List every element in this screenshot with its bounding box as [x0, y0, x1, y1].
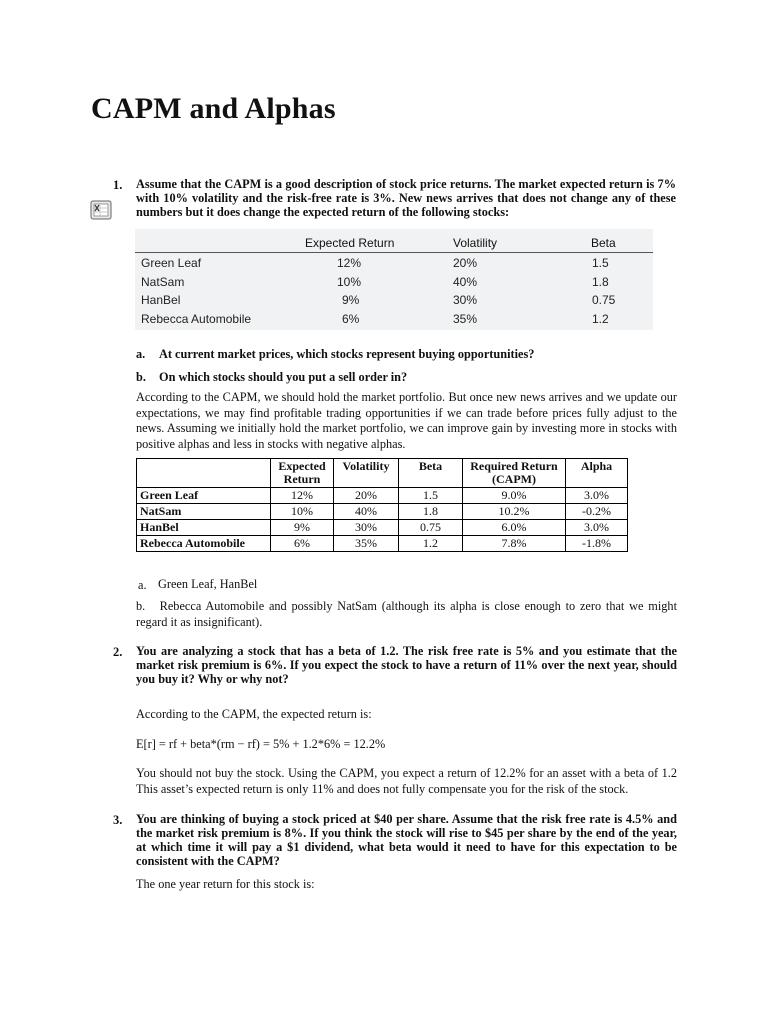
table-header-row — [137, 459, 628, 488]
table-row — [137, 536, 628, 552]
cell: 20% — [334, 488, 399, 504]
row-label: HanBel — [141, 293, 181, 307]
question-number: 2. — [113, 645, 123, 659]
excel-icon[interactable] — [90, 200, 112, 220]
question-text: Assume that the CAPM is a good description of stock price returns. The market expected return is 7% with 10% volatility and the risk-free rate is 3%. New news arrives that does not change any of these numbers but it does change the expected return of the following stocks: — [136, 177, 676, 219]
question-text: You are analyzing a stock that has a beta of 1.2. The risk free rate is 5% and you estimate that the market risk premium is 6%. If you expect the stock to have a return of 11% over the next year, should you buy it? Why or why not? — [136, 644, 677, 686]
cell: 20% — [453, 256, 478, 270]
cell: 10.2% — [463, 504, 566, 520]
column-header: Expected Return — [271, 459, 334, 488]
column-header: Alpha — [566, 459, 628, 488]
column-header — [137, 459, 271, 488]
cell: 9% — [271, 520, 334, 536]
column-header: Beta — [399, 459, 463, 488]
cell: 1.8 — [592, 275, 609, 289]
answer-text: The one year return for this stock is: — [136, 877, 315, 891]
cell: 1.2 — [592, 312, 609, 326]
cell: 0.75 — [592, 293, 616, 307]
cell: 9.0% — [463, 488, 566, 504]
part-b-label: b. — [136, 370, 146, 384]
answer-text: You should not buy the stock. Using the CAPM, you expect a return of 12.2% for an asset with a beta of 1.2 This asset’s expected return is only 11% and does not fully compensate you for the risk of the stock. — [136, 766, 677, 796]
solution-table — [136, 458, 628, 552]
cell: 10% — [271, 504, 334, 520]
cell: 35% — [453, 312, 478, 326]
cell: 10% — [337, 275, 362, 289]
row-label: Rebecca Automobile — [137, 536, 271, 552]
cell: 12% — [337, 256, 362, 270]
divider — [135, 252, 653, 253]
cell: 30% — [453, 293, 478, 307]
column-header: Required Return (CAPM) — [463, 459, 566, 488]
table-row — [137, 504, 628, 520]
answer-a: Green Leaf, HanBel — [158, 577, 258, 591]
cell: 35% — [334, 536, 399, 552]
formula: E[r] = rf + beta*(rm − rf) = 5% + 1.2*6% = 12.2% — [136, 737, 386, 751]
answer-intro: According to the CAPM, we should hold the market portfolio. But once new news arrives and we update our expectations, we may find profitable trading opportunities if we can trade before prices fully adjust to the news. Assuming we initially hold the market portfolio, we can improve gain by investing more in stocks with positive alphas and less in stocks with negative alphas. — [136, 390, 677, 451]
cell: 1.5 — [399, 488, 463, 504]
question-number: 3. — [113, 813, 123, 827]
column-header: Expected Return — [305, 236, 395, 250]
row-label: HanBel — [137, 520, 271, 536]
cell: 9% — [342, 293, 360, 307]
cell: 6% — [342, 312, 360, 326]
row-label: NatSam — [137, 504, 271, 520]
row-label: NatSam — [141, 275, 185, 289]
answer-text: According to the CAPM, the expected return is: — [136, 707, 372, 721]
cell: 30% — [334, 520, 399, 536]
cell: 1.8 — [399, 504, 463, 520]
cell: 6% — [271, 536, 334, 552]
answer-b-label: b. — [136, 599, 146, 613]
column-header: Volatility — [453, 236, 498, 250]
answer-b — [136, 599, 677, 630]
cell: 3.0% — [566, 488, 628, 504]
part-a-label: a. — [136, 347, 146, 361]
page-title: CAPM and Alphas — [91, 92, 336, 125]
question-number: 1. — [113, 178, 123, 192]
cell: 12% — [271, 488, 334, 504]
part-b-question: On which stocks should you put a sell order in? — [159, 370, 408, 384]
cell: -1.8% — [566, 536, 628, 552]
cell: 40% — [453, 275, 478, 289]
cell: 3.0% — [566, 520, 628, 536]
cell: 1.2 — [399, 536, 463, 552]
answer-b-text: Rebecca Automobile and possibly NatSam (although its alpha is close enough to zero that we might regard it as insignificant). — [136, 599, 677, 629]
column-header: Volatility — [334, 459, 399, 488]
question-text: You are thinking of buying a stock priced at $40 per share. Assume that the risk free rate is 4.5% and the market risk premium is 8%. If you think the stock will rise to $45 per share by the end of the year, at which time it will pay a $1 dividend, what beta would it need to have for this expectation to be consistent with the CAPM? — [136, 812, 677, 868]
column-header: Beta — [591, 236, 616, 250]
cell: -0.2% — [566, 504, 628, 520]
cell: 1.5 — [592, 256, 609, 270]
part-a-question: At current market prices, which stocks represent buying opportunities? — [159, 347, 535, 361]
table-row — [137, 488, 628, 504]
row-label: Rebecca Automobile — [141, 312, 252, 326]
cell: 0.75 — [399, 520, 463, 536]
cell: 40% — [334, 504, 399, 520]
cell: 6.0% — [463, 520, 566, 536]
cell: 7.8% — [463, 536, 566, 552]
row-label: Green Leaf — [137, 488, 271, 504]
row-label: Green Leaf — [141, 256, 202, 270]
textbook-table — [135, 229, 653, 330]
table-row — [137, 520, 628, 536]
answer-a-label: a. — [138, 578, 147, 592]
